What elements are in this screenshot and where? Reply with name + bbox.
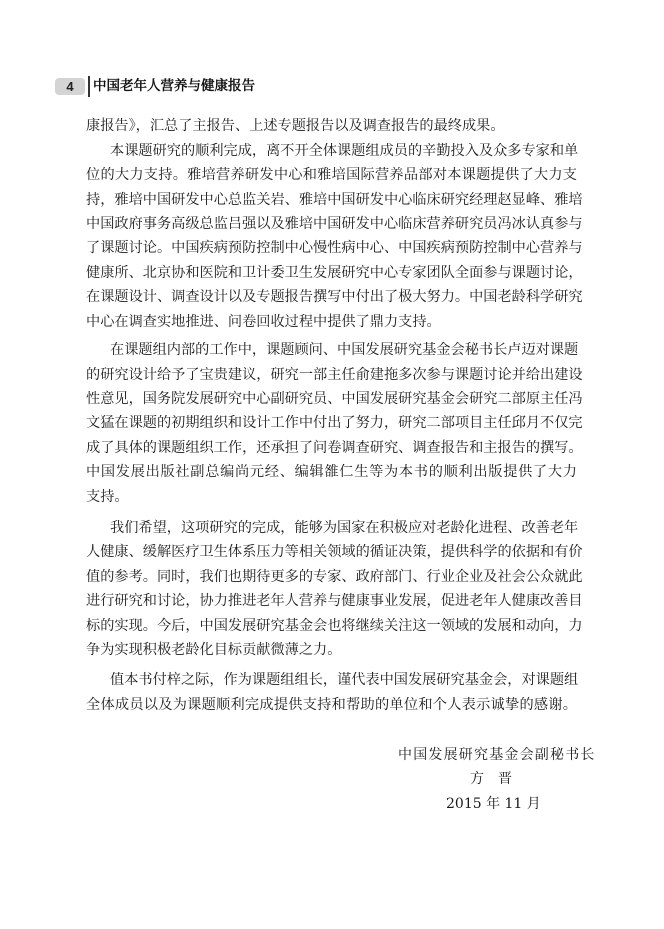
page-number: 4 [55,78,85,95]
body-line: 进行研究和讨论，协力推进老年人营养与健康事业发展，促进老年人健康改善目 [86,593,583,609]
body-line: 标的实现。今后，中国发展研究基金会也将继续关注这一领域的发展和动向，力 [86,618,583,634]
header-divider [88,76,90,97]
body-line: 中国发展出版社副总编尚元经、编辑雒仁生等为本书的顺利出版提供了大力 [86,464,577,480]
body-line: 本课题研究的顺利完成，离不开全体课题组成员的辛勤投入及众多专家和单 [110,143,579,159]
signature-date: 2015 年 11 月 [446,796,541,812]
body-line: 持，雅培中国研发中心总监关岩、雅培中国研发中心临床研究经理赵显峰、雅培 [86,192,583,208]
body-line: 性意见，国务院发展研究中心副研究员、中国发展研究基金会研究二部原主任冯 [86,391,583,407]
body-line: 在课题组内部的工作中，课题顾问、中国发展研究基金会秘书长卢迈对课题 [110,342,579,358]
body-line: 我们希望，这项研究的完成，能够为国家在积极应对老龄化进程、改善老年 [110,520,579,536]
running-header-title: 中国老年人营养与健康报告 [93,78,255,94]
body-line: 文猛在课题的初期组织和设计工作中付出了努力，研究二部项目主任邱月不仅完 [86,415,583,431]
body-line: 争为实现积极老龄化目标贡献微薄之力。 [86,642,342,658]
signature-title: 中国发展研究基金会副秘书长 [398,747,596,763]
body-line: 值的参考。同时，我们也期待更多的专家、政府部门、行业企业及社会公众就此 [86,569,583,585]
body-line: 在课题设计、调查设计以及专题报告撰写中付出了极大努力。中国老龄科学研究 [86,289,583,305]
body-line: 人健康、缓解医疗卫生体系压力等相关领域的循证决策，提供科学的依据和有价 [86,544,583,560]
body-line: 支持。 [86,489,129,505]
body-line: 的研究设计给予了宝贵建议，研究一部主任俞建拖多次参与课题讨论并给出建设 [86,367,583,383]
body-line: 全体成员以及为课题顺利完成提供支持和帮助的单位和个人表示诚挚的感谢。 [86,697,577,713]
signature-name: 方 晋 [470,771,512,787]
body-line: 位的大力支持。雅培营养研发中心和雅培国际营养品部对本课题提供了大力支 [86,167,577,183]
body-line: 中心在调查实地推进、问卷回收过程中提供了鼎力支持。 [86,314,441,330]
body-line: 值本书付梓之际，作为课题组组长，谨代表中国发展研究基金会，对课题组 [110,672,579,688]
body-line: 健康所、北京协和医院和卫计委卫生发展研究中心专家团队全面参与课题讨论， [86,265,583,281]
body-line: 成了具体的课题组织工作，还承担了问卷调查研究、调查报告和主报告的撰写。 [86,440,583,456]
body-line: 了课题讨论。中国疾病预防控制中心慢性病中心、中国疾病预防控制中心营养与 [86,240,583,256]
body-line: 中国政府事务高级总监吕强以及雅培中国研发中心临床营养研究员冯冰认真参与 [86,216,583,232]
body-line: 康报告》，汇总了主报告、上述专题报告以及调查报告的最终成果。 [86,118,505,134]
